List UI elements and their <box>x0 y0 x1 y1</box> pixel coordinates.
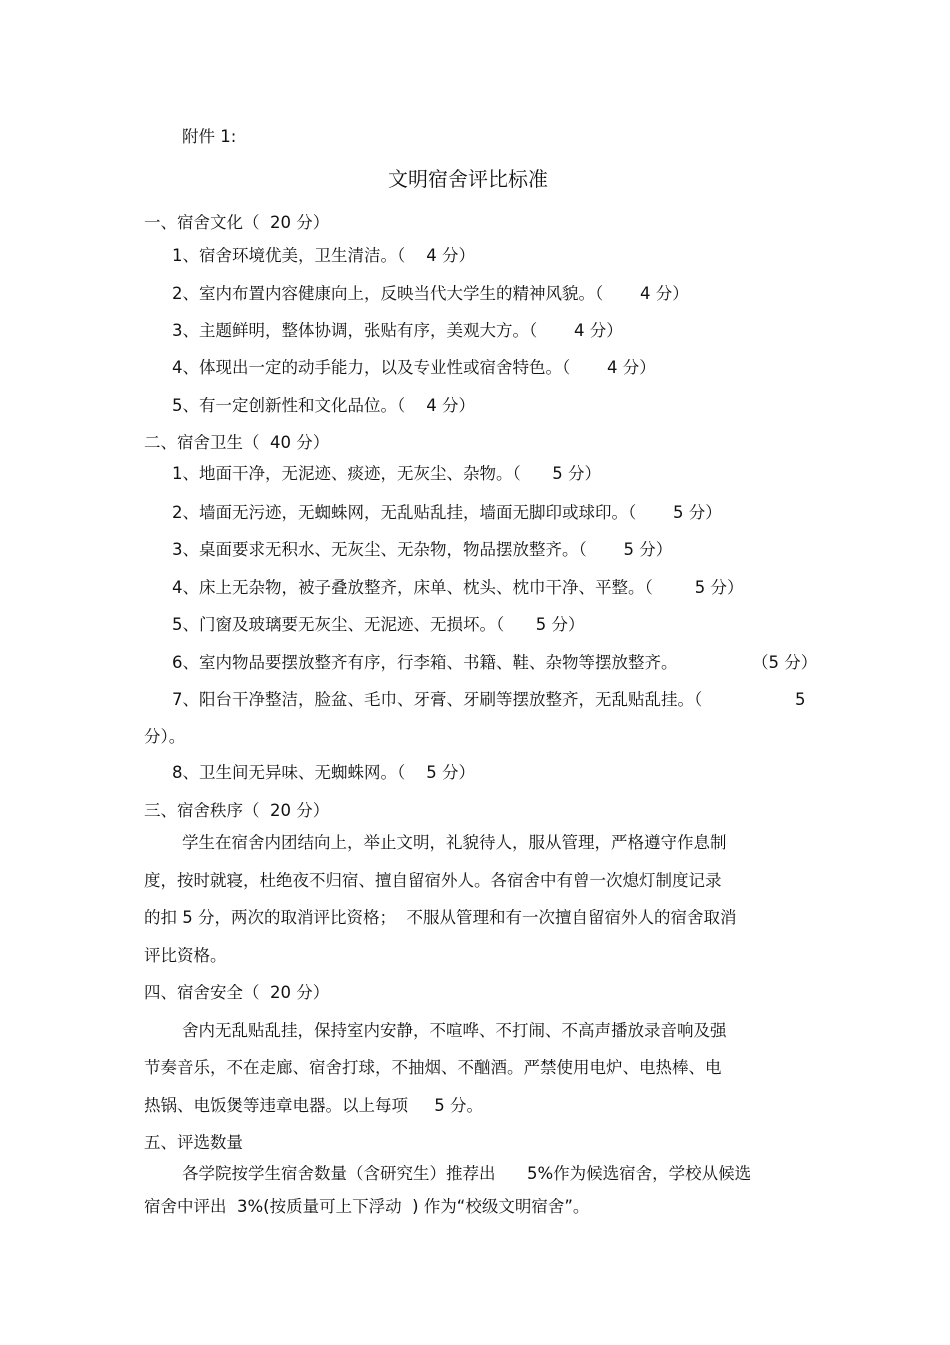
item-score: 5 <box>795 690 806 709</box>
paragraph-line: 宿舍中评出 3%(按质量可上下浮动 ) 作为“校级文明宿舍”。 <box>144 1197 590 1216</box>
paragraph-line: 度，按时就寝，杜绝夜不归宿、擅自留宿外人。各宿舍中有曾一次熄灯制度记录 <box>144 871 722 890</box>
section-heading-safety: 四、宿舍安全（ 20 分） <box>144 983 330 1002</box>
list-item: 8、卫生间无异味、无蜘蛛网。（ 5 分） <box>172 763 475 782</box>
list-item: 2、室内布置内容健康向上，反映当代大学生的精神风貌。（ 4 分） <box>172 284 689 303</box>
list-item: 5、门窗及玻璃要无灰尘、无泥迹、无损坏。（ 5 分） <box>172 615 585 634</box>
list-item: 2、墙面无污迹，无蜘蛛网，无乱贴乱挂，墙面无脚印或球印。（ 5 分） <box>172 503 722 522</box>
list-item: 4、床上无杂物，被子叠放整齐，床单、枕头、枕巾干净、平整。（ 5 分） <box>172 578 744 597</box>
section-heading-hygiene: 二、宿舍卫生（ 40 分） <box>144 433 330 452</box>
list-item: 1、宿舍环境优美，卫生清洁。（ 4 分） <box>172 246 475 265</box>
list-item-continuation: 分）。 <box>144 727 186 746</box>
page-title: 文明宿舍评比标准 <box>388 167 548 191</box>
section-heading-culture: 一、宿舍文化（ 20 分） <box>144 213 330 232</box>
list-item: 3、桌面要求无积水、无灰尘、无杂物，物品摆放整齐。（ 5 分） <box>172 540 673 559</box>
paragraph-line: 的扣 5 分，两次的取消评比资格； 不服从管理和有一次擅自留宿外人的宿舍取消 <box>144 908 737 927</box>
paragraph-line: 学生在宿舍内团结向上，举止文明，礼貌待人，服从管理，严格遵守作息制 <box>182 833 727 852</box>
paragraph-line: 节奏音乐，不在走廊、宿舍打球，不抽烟、不酗酒。严禁使用电炉、电热棒、电 <box>144 1058 722 1077</box>
paragraph-line: 热锅、电饭煲等违章电器。以上每项 5 分。 <box>144 1096 483 1115</box>
list-item: 6、室内物品要摆放整齐有序，行李箱、书籍、鞋、杂物等摆放整齐。 <box>172 653 678 672</box>
section-heading-quota: 五、评选数量 <box>144 1133 243 1152</box>
list-item: 7、阳台干净整洁，脸盆、毛巾、牙膏、牙刷等摆放整齐，无乱贴乱挂。（ <box>172 690 703 709</box>
list-item: 3、主题鲜明，整体协调，张贴有序，美观大方。（ 4 分） <box>172 321 623 340</box>
item-score: （5 分） <box>752 653 818 672</box>
list-item: 5、有一定创新性和文化品位。（ 4 分） <box>172 396 475 415</box>
paragraph-line: 评比资格。 <box>144 946 227 965</box>
list-item: 1、地面干净，无泥迹、痰迹，无灰尘、杂物。（ 5 分） <box>172 464 601 483</box>
attachment-label: 附件 1: <box>182 127 237 146</box>
list-item: 4、体现出一定的动手能力，以及专业性或宿舍特色。（ 4 分） <box>172 358 656 377</box>
paragraph-line: 舍内无乱贴乱挂，保持室内安静，不喧哗、不打闹、不高声播放录音响及强 <box>182 1021 727 1040</box>
paragraph-line: 各学院按学生宿舍数量（含研究生）推荐出 5%作为候选宿舍，学校从候选 <box>182 1164 752 1183</box>
section-heading-order: 三、宿舍秩序（ 20 分） <box>144 801 330 820</box>
